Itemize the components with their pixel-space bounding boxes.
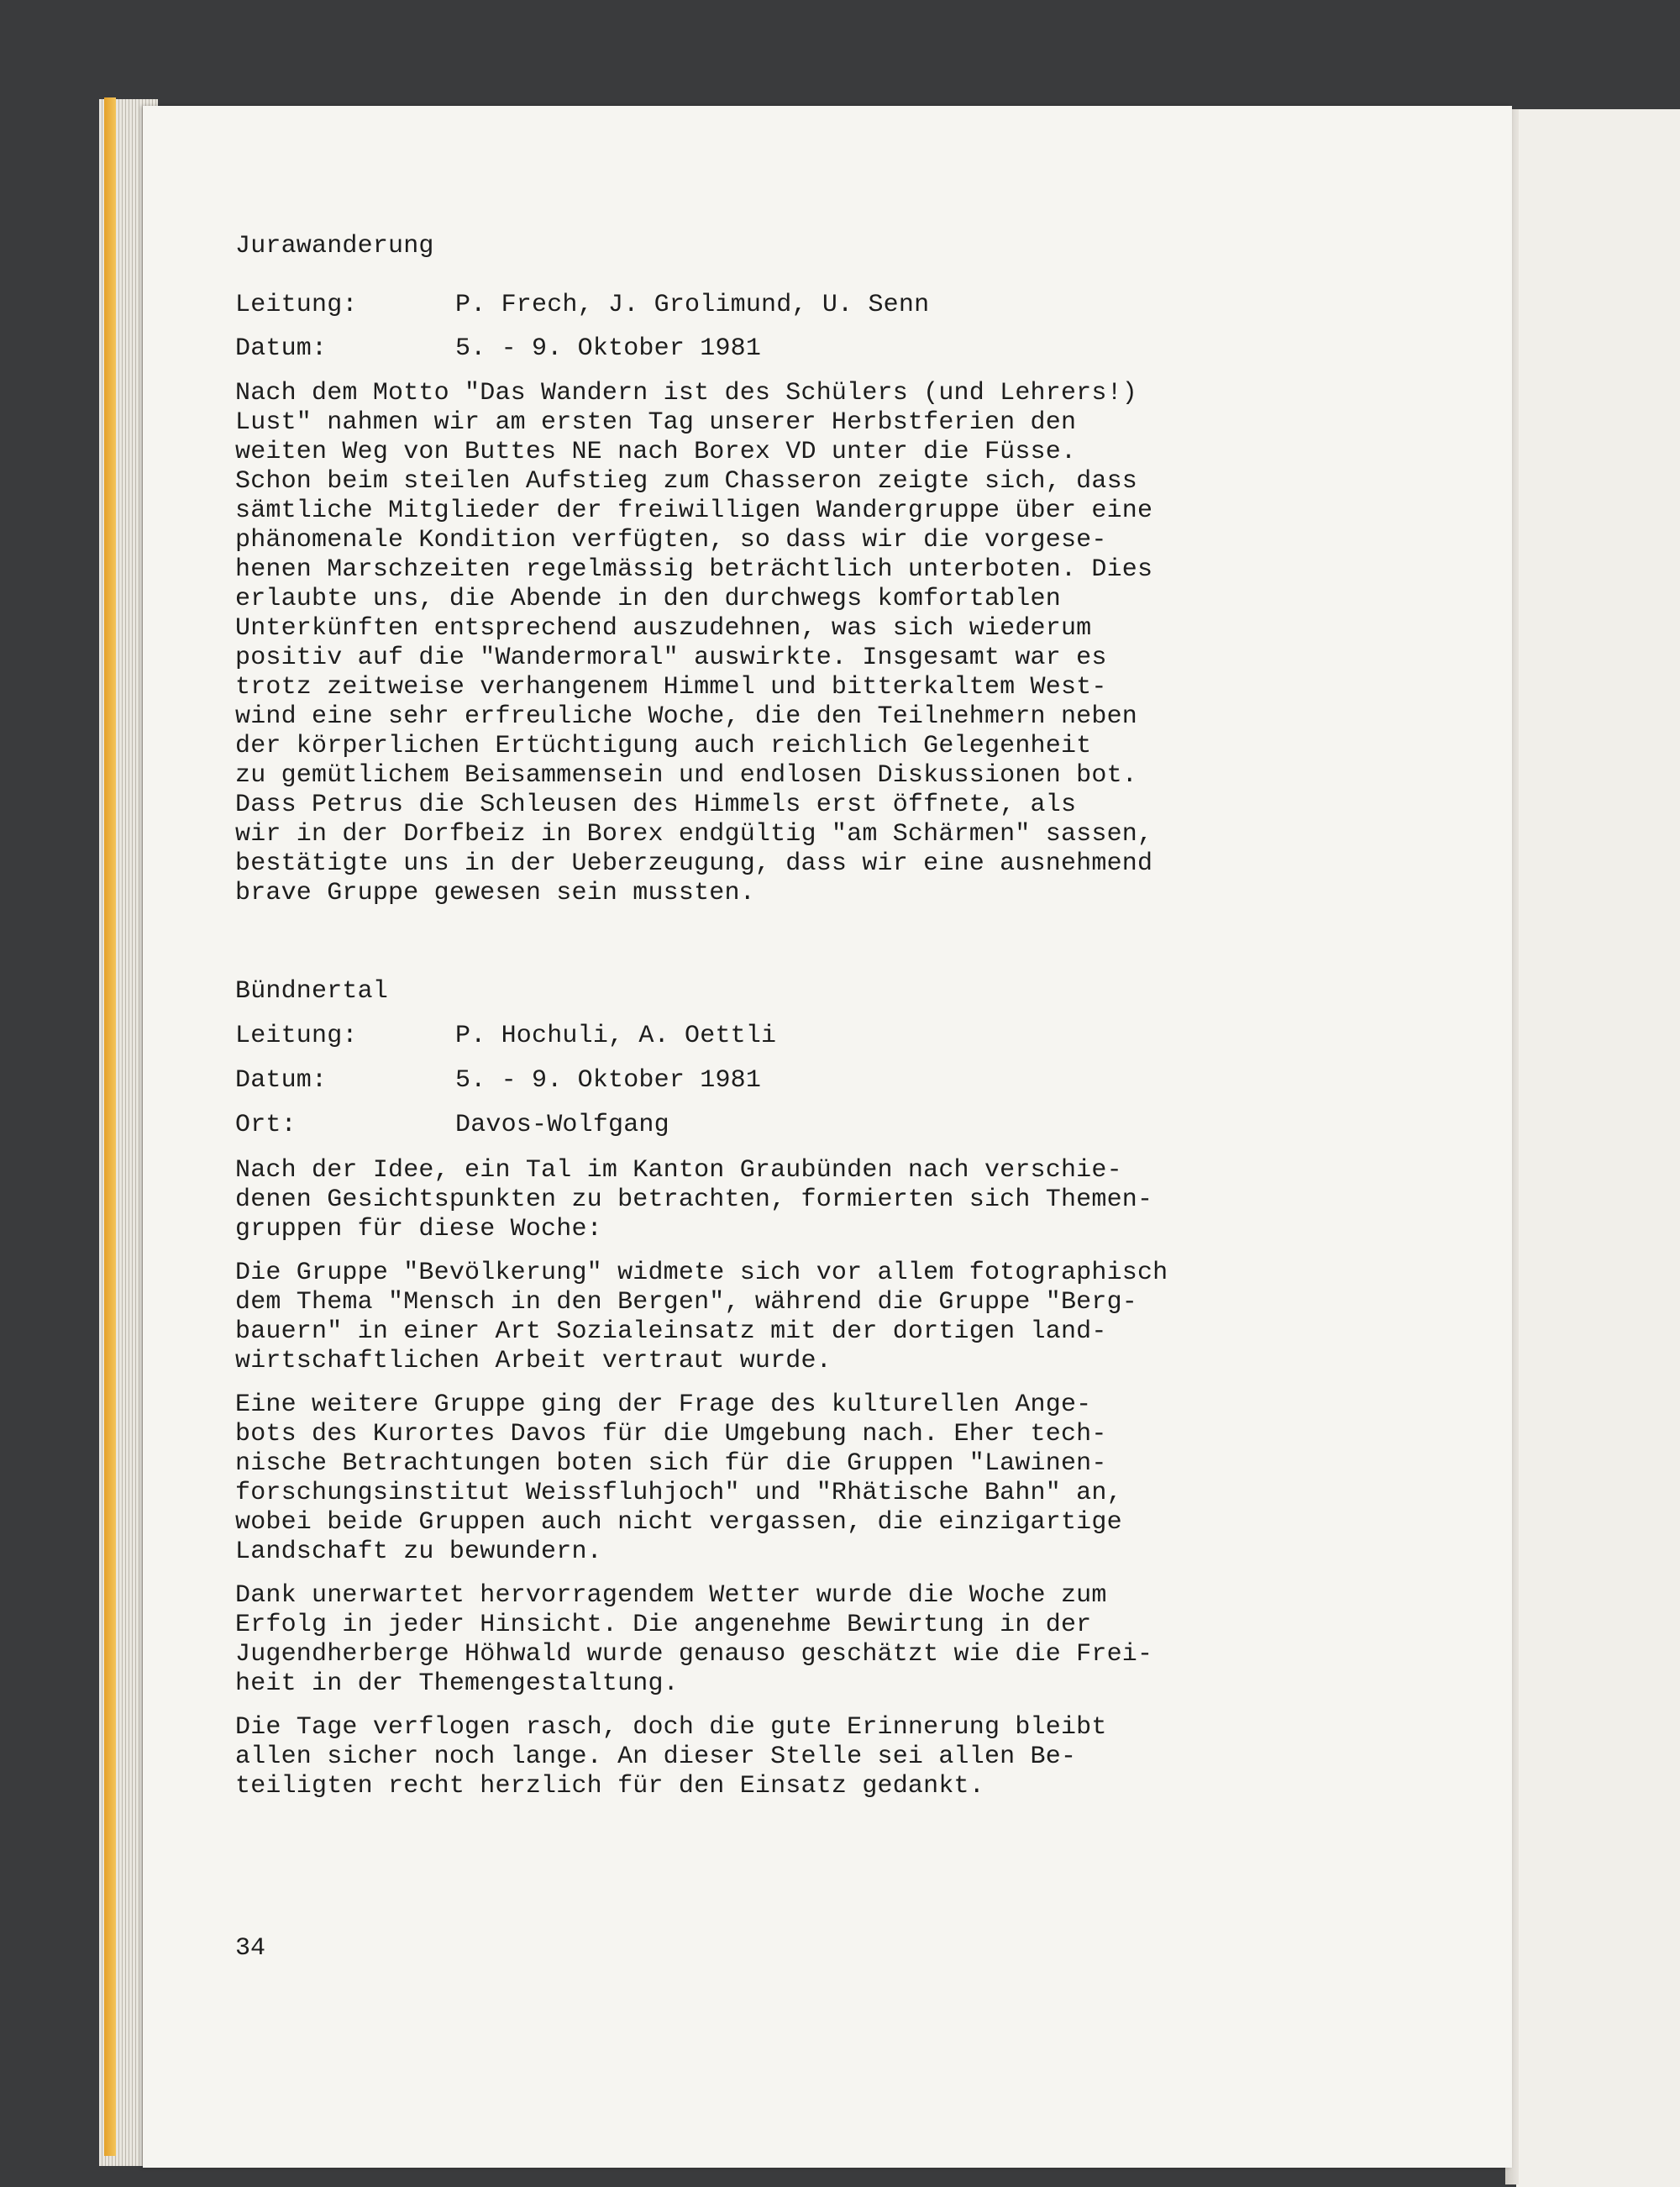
paragraph: Nach dem Motto "Das Wandern ist des Schülers (und Lehrers!) Lust" nahmen wir am ersten Tag unserer Herbstferien den weiten Weg von Buttes NE nach Borex VD unter die Füsse. Schon beim steilen Aufstieg zum Chasseron zeigte sich, dass sämtliche Mitglieder der freiwilligen Wandergruppe über eine phänomenale Kondition verfügten, so dass wir die vorgese- henen Marschzeiten regelmässig beträchtlich unterboten. Dies erlaubte uns, die Abende in den durchwegs komfortablen Unterkünften entsprechend auszudehnen, was sich wiederum positiv auf die "Wandermoral" auswirkte. Insgesamt war es trotz zeitweise verhangenem Himmel und bitterkaltem West- wind eine sehr erfreuliche Woche, die den Teilnehmern neben der körperlichen Ertüchtigung auch reichlich Gelegenheit zu gemütlichem Beisammensein und endlosen Diskussionen bot. Dass Petrus die Schleusen des Himmels erst öffnete, als wir in der Dorfbeiz in Borex endgültig "am Schärmen" sassen, bestätigte uns in der Ueberzeugung, dass wir eine ausnehmend brave Gruppe gewesen sein mussten. xyxy=(235,379,1153,907)
leitung-row xyxy=(235,291,1378,320)
ort-row xyxy=(235,1111,1378,1140)
section-title: Bündnertal xyxy=(235,977,389,1006)
document-page xyxy=(143,106,1512,2168)
page-number: 34 xyxy=(235,1934,266,1963)
paragraph: Dank unerwartet hervorragendem Wetter wurde die Woche zum Erfolg in jeder Hinsicht. Die angenehme Bewirtung in der Jugendherberge Höhwald wurde genauso geschätzt wie die Frei- heit in der Themengestaltung. xyxy=(235,1581,1153,1698)
ort-value: Davos-Wolfgang xyxy=(455,1111,669,1139)
leitung-label: Leitung: xyxy=(235,1022,358,1050)
leitung-value: P. Frech, J. Grolimund, U. Senn xyxy=(455,291,930,319)
paragraph: Die Tage verflogen rasch, doch die gute Erinnerung bleibt allen sicher noch lange. An dieser Stelle sei allen Be- teiligten recht herzlich für den Einsatz gedankt. xyxy=(235,1713,1107,1801)
facing-page xyxy=(1516,109,1680,2187)
section-title: Jurawanderung xyxy=(235,232,434,260)
datum-value: 5. - 9. Oktober 1981 xyxy=(455,1066,762,1095)
datum-row xyxy=(235,334,1378,364)
leitung-label: Leitung: xyxy=(235,291,358,319)
ort-label: Ort: xyxy=(235,1111,297,1139)
paragraph: Eine weitere Gruppe ging der Frage des kulturellen Ange- bots des Kurortes Davos für die Umgebung nach. Eher tech- nische Betrachtungen boten sich für die Gruppen "Lawinen- forschungsinstitut Weissfluhjoch" und "Rhätische Bahn" an, wobei beide Gruppen auch nicht vergassen, die einzigartige Landschaft zu bewundern. xyxy=(235,1391,1122,1566)
datum-value: 5. - 9. Oktober 1981 xyxy=(455,334,762,363)
page-content xyxy=(235,232,1378,1801)
yellow-cover-edge xyxy=(104,97,116,2156)
section-jurawanderung xyxy=(235,232,1378,908)
section-buendnertal xyxy=(235,977,1378,1801)
paragraph: Nach der Idee, ein Tal im Kanton Graubünden nach verschie- denen Gesichtspunkten zu betrachten, formierten sich Themen- gruppen für diese Woche: xyxy=(235,1156,1153,1243)
datum-label: Datum: xyxy=(235,334,328,363)
leitung-row xyxy=(235,1022,1378,1051)
datum-row xyxy=(235,1066,1378,1096)
paragraph: Die Gruppe "Bevölkerung" widmete sich vor allem fotographisch dem Thema "Mensch in den Bergen", während die Gruppe "Berg- bauern" in einer Art Sozialeinsatz mit der dortigen land- wirtschaftlichen Arbeit vertraut wurde. xyxy=(235,1259,1168,1375)
leitung-value: P. Hochuli, A. Oettli xyxy=(455,1022,777,1050)
datum-label: Datum: xyxy=(235,1066,328,1095)
